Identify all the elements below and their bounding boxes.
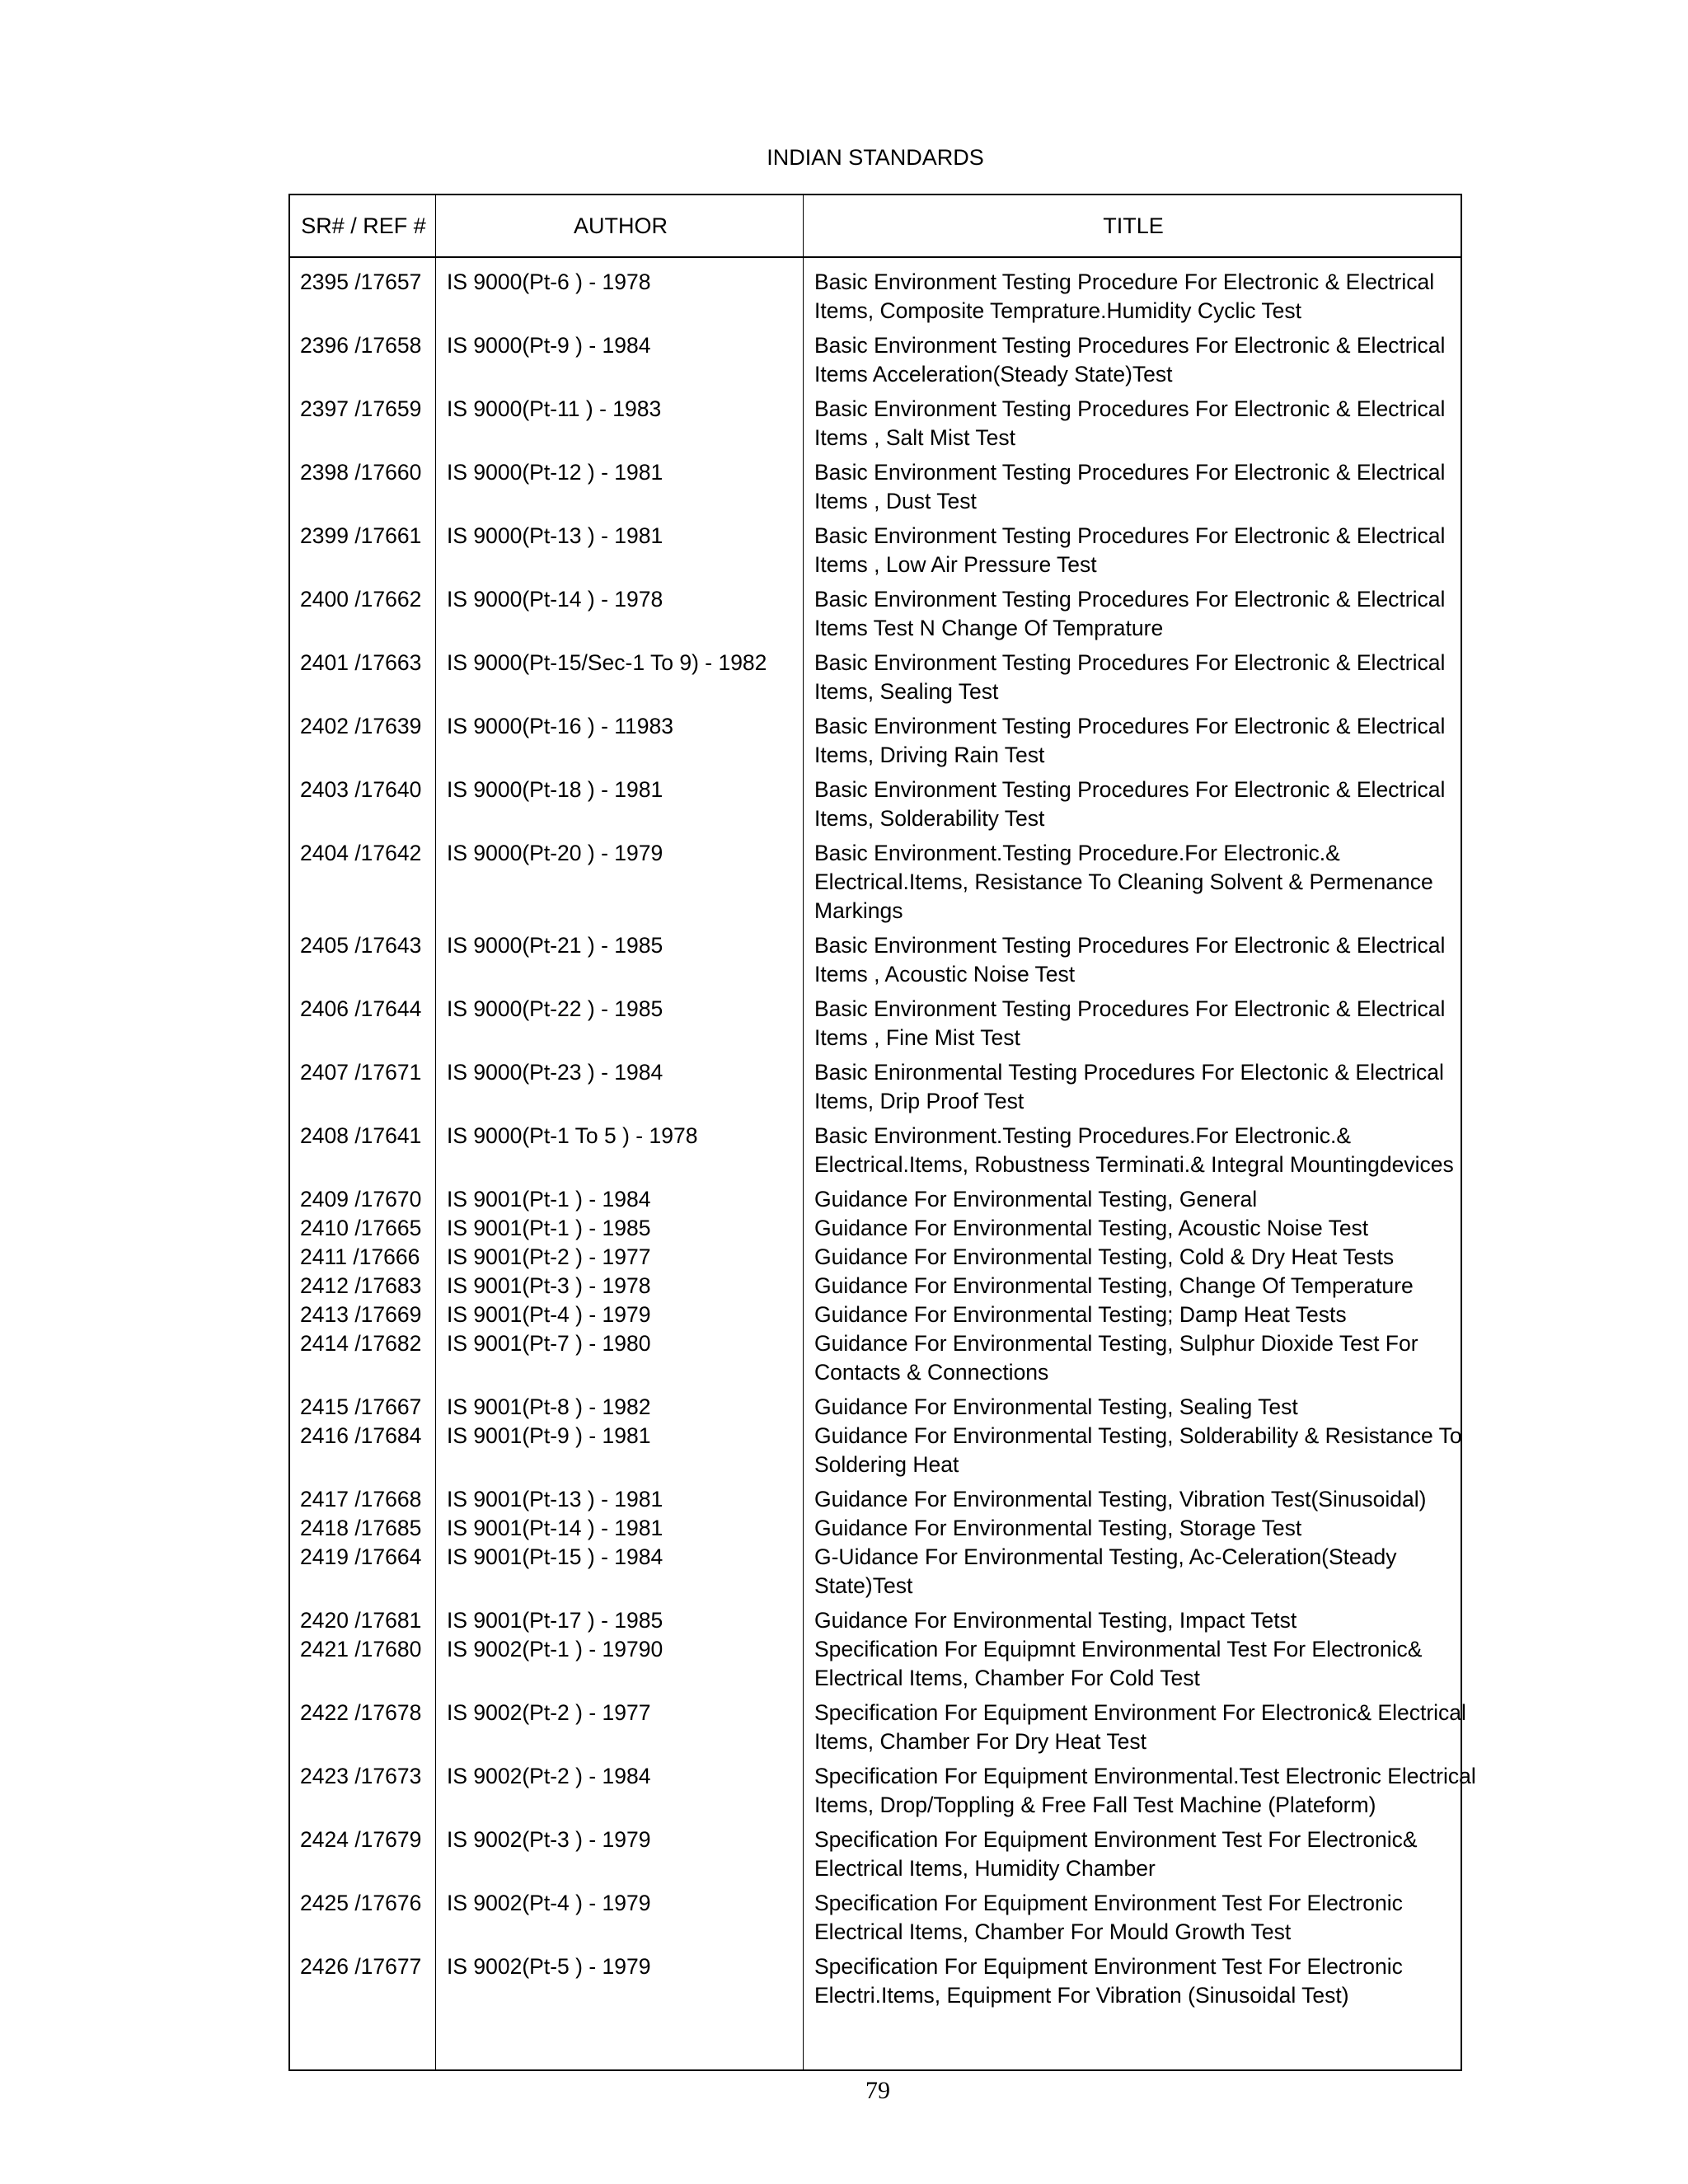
title-cell	[803, 931, 1461, 989]
sr-ref-cell: 2409 /17670	[300, 1187, 422, 1212]
title-line: Guidance For Environmental Testing, Impact Tetst	[814, 1608, 1297, 1633]
table-row	[290, 1606, 1461, 1635]
title-cell	[803, 1185, 1461, 1214]
title-cell	[803, 458, 1461, 516]
title-line: Basic Environment Testing Procedures For Electronic & Electrical	[814, 460, 1446, 485]
title-line: Electrical Items, Humidity Chamber	[814, 1856, 1156, 1881]
sr-ref-cell: 2414 /17682	[300, 1331, 422, 1356]
title-line: Contacts & Connections	[814, 1360, 1049, 1385]
sr-ref-cell: 2407 /17671	[300, 1060, 422, 1085]
title-line: Specification For Equipmnt Environmental Test For Electronic&	[814, 1637, 1423, 1661]
author-cell: IS 9001(Pt-9 ) - 1981	[447, 1423, 651, 1448]
author-cell: IS 9000(Pt-23 ) - 1984	[447, 1060, 663, 1085]
title-line: Items, Chamber For Dry Heat Test	[814, 1729, 1147, 1754]
title-cell	[803, 712, 1461, 770]
author-cell: IS 9002(Pt-5 ) - 1979	[447, 1954, 651, 1979]
title-cell	[803, 1272, 1461, 1301]
sr-ref-cell: 2404 /17642	[300, 841, 422, 865]
table-row	[290, 712, 1461, 770]
author-cell: IS 9000(Pt-14 ) - 1978	[447, 587, 663, 612]
table-row	[290, 395, 1461, 452]
title-line: Specification For Equipment Environment Test For Electronic&	[814, 1827, 1418, 1852]
table-row	[290, 1185, 1461, 1214]
title-cell	[803, 1243, 1461, 1272]
table-row	[290, 1422, 1461, 1479]
author-cell: IS 9000(Pt-6 ) - 1978	[447, 269, 651, 294]
title-line: Specification For Equipment Environment For Electronic& Electrical	[814, 1700, 1466, 1725]
title-cell	[803, 1422, 1461, 1479]
table-header	[288, 194, 1462, 258]
sr-ref-cell: 2406 /17644	[300, 996, 422, 1021]
title-cell	[803, 1485, 1461, 1514]
sr-ref-cell: 2417 /17668	[300, 1487, 422, 1511]
author-cell: IS 9000(Pt-12 ) - 1981	[447, 460, 663, 485]
sr-ref-cell: 2426 /17677	[300, 1954, 422, 1979]
title-line: Guidance For Environmental Testing, Sealing Test	[814, 1394, 1298, 1419]
author-cell: IS 9001(Pt-14 ) - 1981	[447, 1516, 663, 1540]
title-line: Guidance For Environmental Testing, General	[814, 1187, 1258, 1212]
table-row	[290, 1058, 1461, 1116]
title-line: G-Uidance For Environmental Testing, Ac-Celeration(Steady	[814, 1544, 1397, 1569]
title-line: Items Acceleration(Steady State)Test	[814, 362, 1173, 387]
sr-ref-cell: 2418 /17685	[300, 1516, 422, 1540]
author-cell: IS 9001(Pt-3 ) - 1978	[447, 1273, 651, 1298]
title-cell	[803, 1122, 1461, 1179]
title-line: Guidance For Environmental Testing, Acoustic Noise Test	[814, 1216, 1369, 1240]
table-row	[290, 585, 1461, 643]
sr-ref-cell: 2424 /17679	[300, 1827, 422, 1852]
author-cell: IS 9001(Pt-1 ) - 1984	[447, 1187, 651, 1212]
title-line: Items , Salt Mist Test	[814, 425, 1015, 450]
table-row	[290, 649, 1461, 706]
title-line: Items, Drop/Toppling & Free Fall Test Machine (Plateform)	[814, 1793, 1376, 1817]
title-line: Guidance For Environmental Testing, Change Of Temperature	[814, 1273, 1414, 1298]
author-cell: IS 9001(Pt-17 ) - 1985	[447, 1608, 663, 1633]
title-line: Basic Environment Testing Procedures For Electronic & Electrical	[814, 714, 1446, 738]
header-sr-ref: SR# / REF #	[301, 213, 426, 238]
author-cell: IS 9000(Pt-22 ) - 1985	[447, 996, 663, 1021]
sr-ref-cell: 2412 /17683	[300, 1273, 422, 1298]
table-row	[290, 931, 1461, 989]
author-cell: IS 9000(Pt-16 ) - 11983	[447, 714, 673, 738]
table-row	[290, 1243, 1461, 1272]
sr-ref-cell: 2401 /17663	[300, 650, 422, 675]
sr-ref-cell: 2399 /17661	[300, 523, 422, 548]
title-cell	[803, 995, 1461, 1052]
title-line: Basic Environment Testing Procedures For Electronic & Electrical	[814, 587, 1446, 612]
table-row	[290, 1889, 1461, 1947]
table-row	[290, 1514, 1461, 1543]
table-row	[290, 458, 1461, 516]
table-row	[290, 522, 1461, 579]
title-line: Guidance For Environmental Testing, Cold & Dry Heat Tests	[814, 1244, 1395, 1269]
table-row	[290, 1825, 1461, 1883]
title-cell	[803, 776, 1461, 833]
table-row	[290, 995, 1461, 1052]
author-cell: IS 9002(Pt-4 ) - 1979	[447, 1891, 651, 1915]
title-line: Electri.Items, Equipment For Vibration (Sinusoidal Test)	[814, 1983, 1349, 2008]
title-line: Items , Low Air Pressure Test	[814, 552, 1097, 577]
sr-ref-cell: 2413 /17669	[300, 1302, 422, 1327]
sr-ref-cell: 2422 /17678	[300, 1700, 422, 1725]
author-cell: IS 9000(Pt-15/Sec-1 To 9) - 1982	[447, 650, 767, 675]
title-line: Items, Sealing Test	[814, 679, 999, 704]
title-line: Basic Environment.Testing Procedures.For Electronic.&	[814, 1123, 1351, 1148]
table-row	[290, 776, 1461, 833]
title-cell	[803, 1329, 1461, 1387]
title-cell	[803, 395, 1461, 452]
table-row	[290, 1699, 1466, 1756]
sr-ref-cell: 2408 /17641	[300, 1123, 422, 1148]
sr-ref-cell: 2400 /17662	[300, 587, 422, 612]
author-cell: IS 9002(Pt-3 ) - 1979	[447, 1827, 651, 1852]
author-cell: IS 9001(Pt-13 ) - 1981	[447, 1487, 663, 1511]
title-cell	[803, 1889, 1461, 1947]
author-cell: IS 9000(Pt-11 ) - 1983	[447, 396, 662, 421]
title-cell	[803, 1606, 1461, 1635]
title-cell	[803, 1514, 1461, 1543]
title-cell	[803, 1543, 1461, 1601]
title-line: Basic Enironmental Testing Procedures For Electonic & Electrical	[814, 1060, 1444, 1085]
title-line: Guidance For Environmental Testing, Vibration Test(Sinusoidal)	[814, 1487, 1427, 1511]
table-body	[290, 268, 1476, 2016]
title-line: Items, Composite Temprature.Humidity Cyclic Test	[814, 298, 1302, 323]
table-row	[290, 1329, 1461, 1387]
sr-ref-cell: 2397 /17659	[300, 396, 422, 421]
author-cell: IS 9001(Pt-7 ) - 1980	[447, 1331, 651, 1356]
author-cell: IS 9000(Pt-9 ) - 1984	[447, 333, 651, 358]
title-cell	[803, 1214, 1461, 1243]
title-line: Basic Environment Testing Procedures For Electronic & Electrical	[814, 996, 1446, 1021]
sr-ref-cell: 2410 /17665	[300, 1216, 422, 1240]
title-line: Basic Environment.Testing Procedure.For Electronic.&	[814, 841, 1340, 865]
sr-ref-cell: 2421 /17680	[300, 1637, 422, 1661]
title-line: Specification For Equipment Environmental.Test Electronic Electrical	[814, 1764, 1476, 1788]
table-row	[290, 1214, 1461, 1243]
title-line: Specification For Equipment Environment Test For Electronic	[814, 1954, 1403, 1979]
title-line: Electrical Items, Chamber For Mould Growth Test	[814, 1919, 1292, 1944]
title-cell	[803, 839, 1461, 926]
title-line: Guidance For Environmental Testing; Damp Heat Tests	[814, 1302, 1347, 1327]
title-cell	[803, 331, 1461, 389]
sr-ref-cell: 2403 /17640	[300, 777, 422, 802]
table-row	[290, 1272, 1461, 1301]
author-cell: IS 9001(Pt-1 ) - 1985	[447, 1216, 651, 1240]
title-cell	[803, 1058, 1461, 1116]
title-line: Basic Environment Testing Procedures For Electronic & Electrical	[814, 333, 1446, 358]
sr-ref-cell: 2425 /17676	[300, 1891, 422, 1915]
author-cell: IS 9001(Pt-2 ) - 1977	[447, 1244, 651, 1269]
title-cell	[803, 1825, 1461, 1883]
title-line: Guidance For Environmental Testing, Solderability & Resistance To	[814, 1423, 1462, 1448]
table-row	[290, 1301, 1461, 1329]
title-line: Basic Environment Testing Procedures For Electronic & Electrical	[814, 396, 1446, 421]
table-row	[290, 1635, 1461, 1693]
title-line: Specification For Equipment Environment Test For Electronic	[814, 1891, 1403, 1915]
title-line: Soldering Heat	[814, 1452, 959, 1477]
title-cell	[803, 1301, 1461, 1329]
title-cell	[803, 649, 1461, 706]
sr-ref-cell: 2423 /17673	[300, 1764, 422, 1788]
title-line: Guidance For Environmental Testing, Sulphur Dioxide Test For	[814, 1331, 1418, 1356]
table-row	[290, 1543, 1461, 1601]
author-cell: IS 9000(Pt-20 ) - 1979	[447, 841, 663, 865]
sr-ref-cell: 2402 /17639	[300, 714, 422, 738]
title-line: State)Test	[814, 1573, 913, 1598]
author-cell: IS 9001(Pt-8 ) - 1982	[447, 1394, 651, 1419]
sr-ref-cell: 2415 /17667	[300, 1394, 422, 1419]
title-cell	[803, 522, 1461, 579]
title-cell	[803, 1762, 1476, 1820]
title-cell	[803, 1393, 1461, 1422]
sr-ref-cell: 2405 /17643	[300, 933, 422, 958]
sr-ref-cell: 2411 /17666	[300, 1244, 420, 1269]
author-cell: IS 9000(Pt-13 ) - 1981	[447, 523, 663, 548]
sr-ref-cell: 2420 /17681	[300, 1608, 422, 1633]
title-line: Basic Environment Testing Procedure For Electronic & Electrical	[814, 269, 1435, 294]
sr-ref-cell: 2398 /17660	[300, 460, 422, 485]
author-cell: IS 9000(Pt-18 ) - 1981	[447, 777, 663, 802]
table-row	[290, 268, 1461, 326]
sr-ref-cell: 2416 /17684	[300, 1423, 422, 1448]
title-line: Items , Dust Test	[814, 489, 977, 513]
author-cell: IS 9002(Pt-1 ) - 19790	[447, 1637, 663, 1661]
title-line: Electrical.Items, Robustness Terminati.& Integral Mountingdevices	[814, 1152, 1454, 1177]
standards-table	[288, 194, 1476, 2071]
title-line: Electrical Items, Chamber For Cold Test	[814, 1666, 1200, 1690]
page-title: INDIAN STANDARDS	[767, 145, 984, 170]
title-cell	[803, 585, 1461, 643]
sr-ref-cell: 2395 /17657	[300, 269, 422, 294]
header-title: TITLE	[1103, 213, 1164, 238]
table-row	[290, 1393, 1461, 1422]
title-line: Items , Fine Mist Test	[814, 1025, 1020, 1050]
table-row	[290, 331, 1461, 389]
header-author: AUTHOR	[574, 213, 668, 238]
title-line: Items Test N Change Of Temprature	[814, 616, 1164, 640]
title-line: Items, Driving Rain Test	[814, 743, 1045, 767]
sr-ref-cell: 2419 /17664	[300, 1544, 422, 1569]
author-cell: IS 9000(Pt-1 To 5 ) - 1978	[447, 1123, 698, 1148]
table-row	[290, 1485, 1461, 1514]
title-line: Electrical.Items, Resistance To Cleaning Solvent & Permenance	[814, 869, 1433, 894]
author-cell: IS 9001(Pt-15 ) - 1984	[447, 1544, 663, 1569]
table-row	[290, 1762, 1476, 1820]
table-row	[290, 1122, 1461, 1179]
title-line: Basic Environment Testing Procedures For Electronic & Electrical	[814, 523, 1446, 548]
sr-ref-cell: 2396 /17658	[300, 333, 422, 358]
title-line: Basic Environment Testing Procedures For Electronic & Electrical	[814, 650, 1446, 675]
author-cell: IS 9001(Pt-4 ) - 1979	[447, 1302, 651, 1327]
title-line: Items, Drip Proof Test	[814, 1089, 1025, 1113]
table-row	[290, 839, 1461, 926]
title-line: Basic Environment Testing Procedures For Electronic & Electrical	[814, 933, 1446, 958]
table-row	[290, 1952, 1461, 2010]
title-cell	[803, 1699, 1466, 1756]
author-cell: IS 9002(Pt-2 ) - 1984	[447, 1764, 651, 1788]
title-cell	[803, 268, 1461, 326]
title-cell	[803, 1635, 1461, 1693]
author-cell: IS 9000(Pt-21 ) - 1985	[447, 933, 663, 958]
title-line: Items , Acoustic Noise Test	[814, 962, 1076, 987]
title-line: Guidance For Environmental Testing, Storage Test	[814, 1516, 1302, 1540]
title-cell	[803, 1952, 1461, 2010]
page-number: 79	[865, 2077, 890, 2104]
title-line: Markings	[814, 898, 903, 923]
title-line: Basic Environment Testing Procedures For Electronic & Electrical	[814, 777, 1446, 802]
title-line: Items, Solderability Test	[814, 806, 1045, 831]
author-cell: IS 9002(Pt-2 ) - 1977	[447, 1700, 651, 1725]
